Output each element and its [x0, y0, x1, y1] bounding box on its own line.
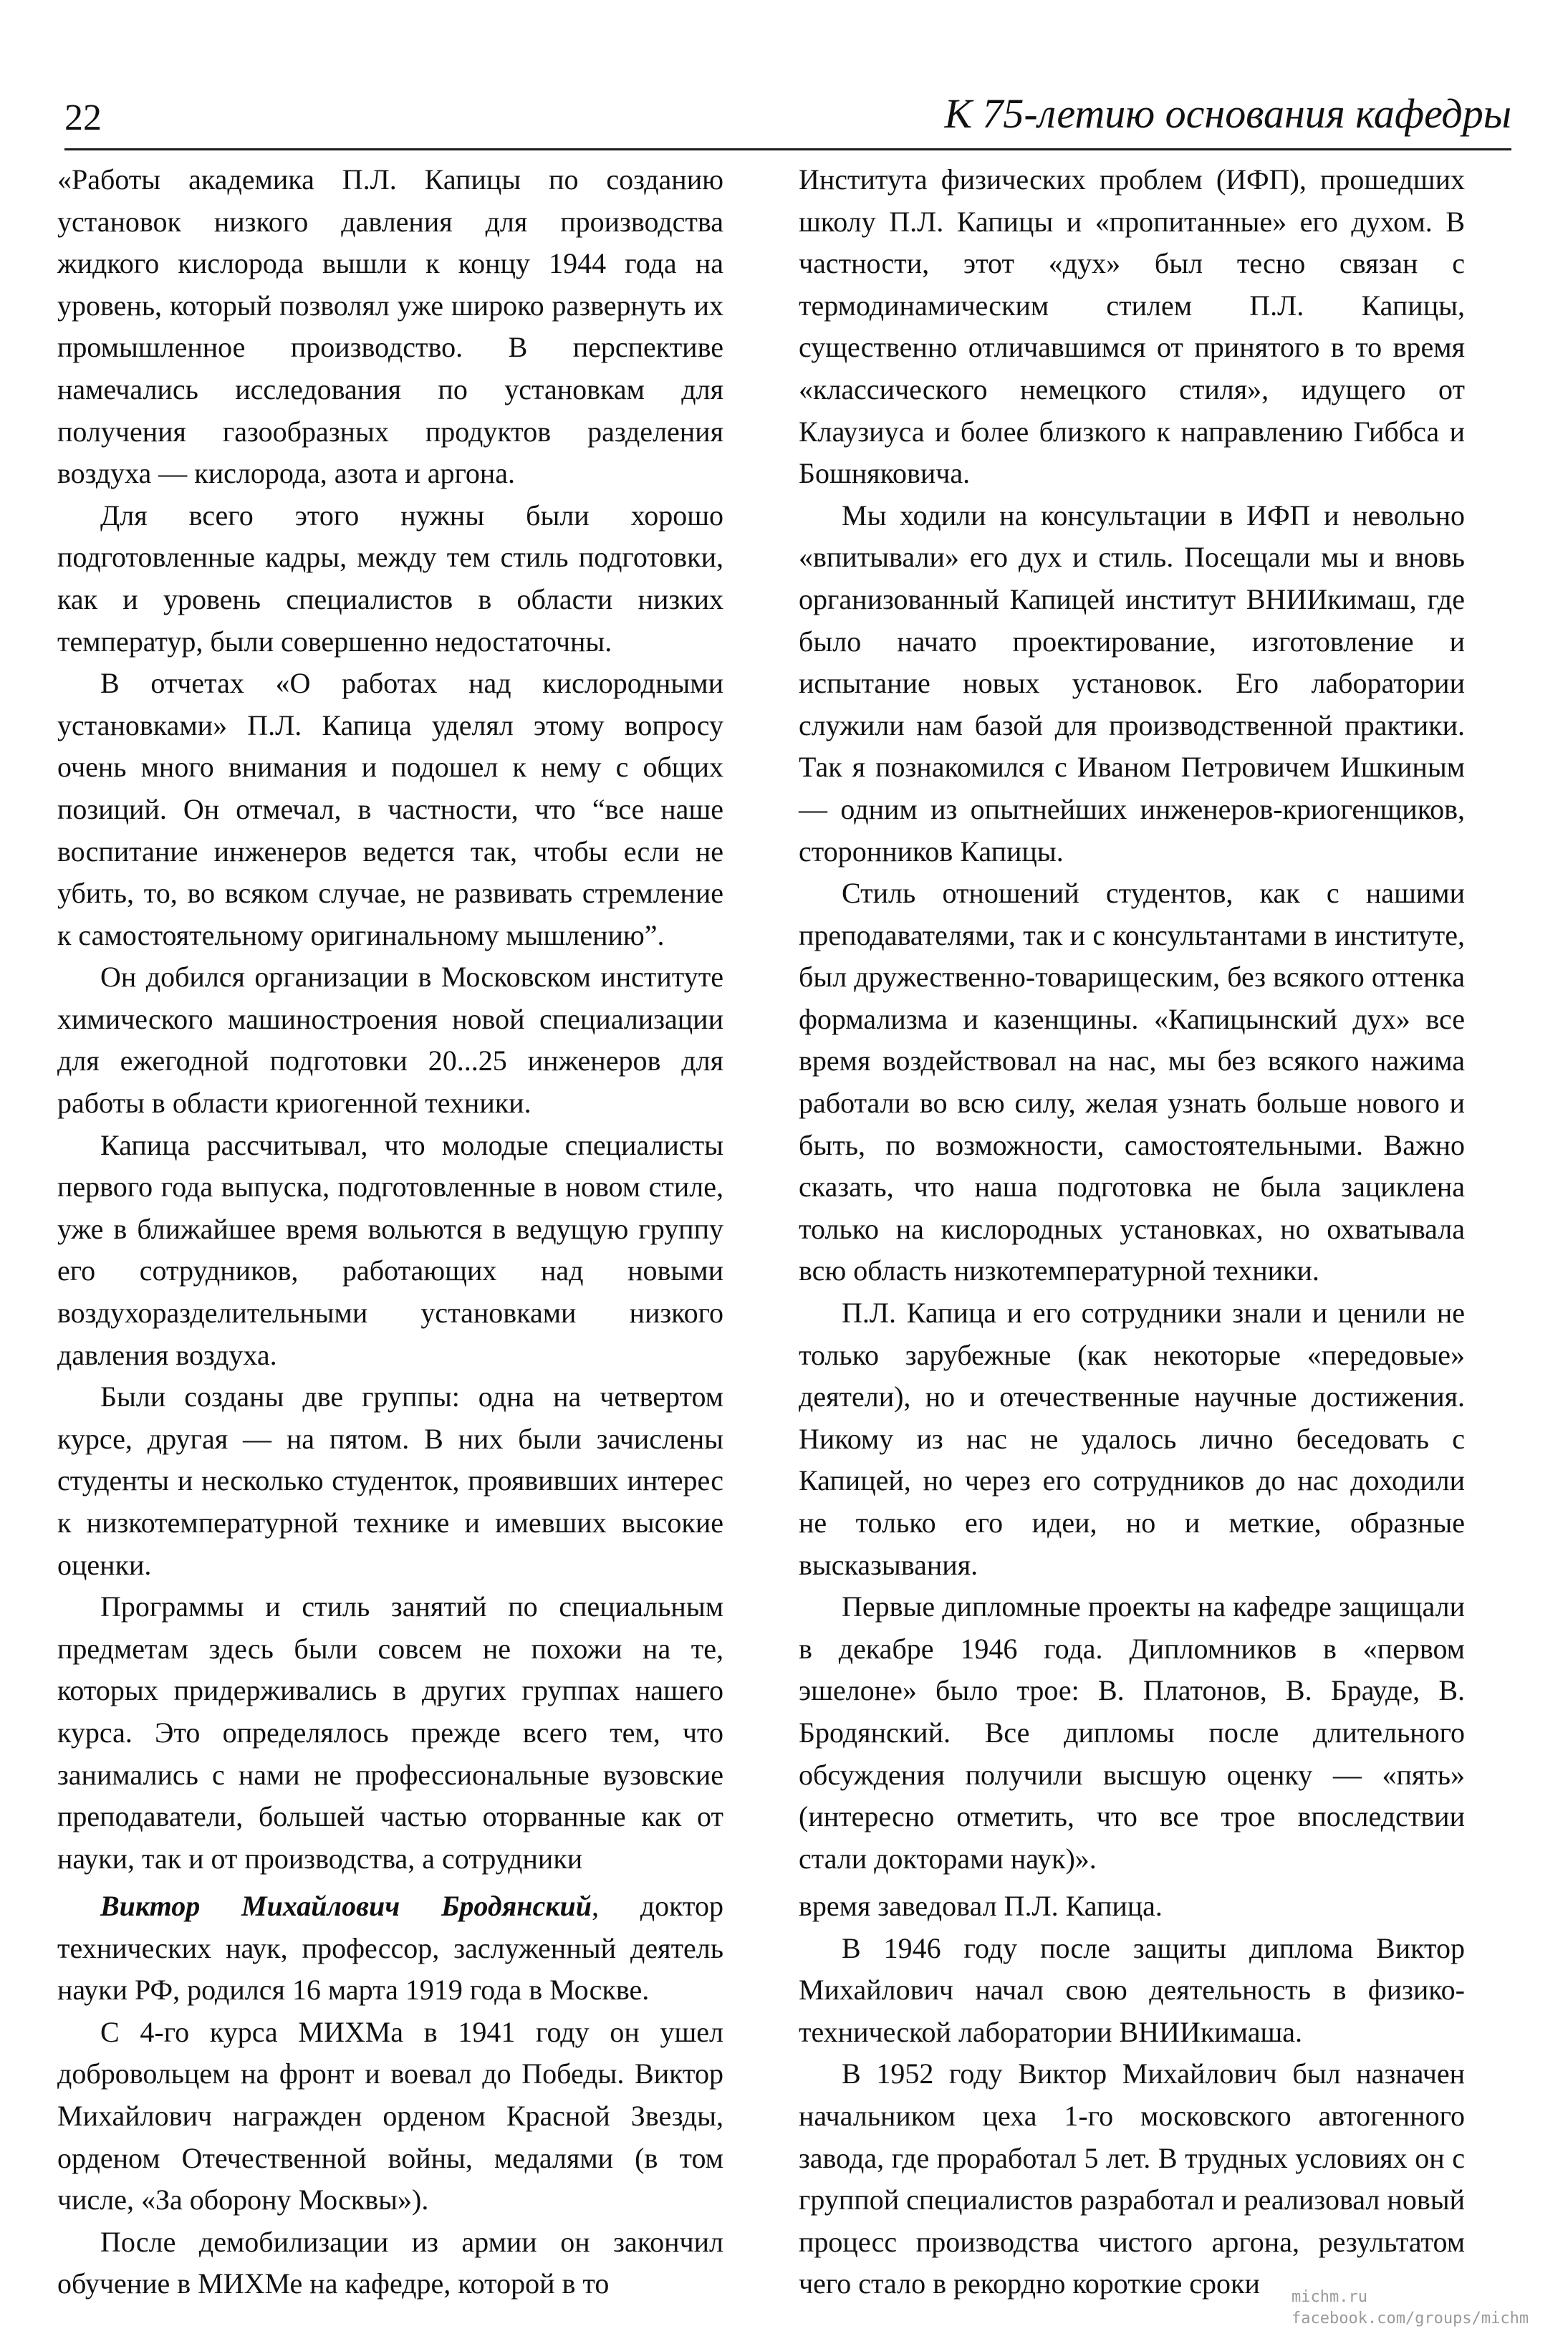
right-column-bio: [799, 1886, 1465, 2305]
site-watermark: [1292, 2287, 1529, 2330]
watermark-line: facebook.com/groups/michm: [1292, 2310, 1529, 2328]
paragraph: Программы и стиль занятий по специальным предметам здесь были совсем не похожи на те, которых придерживались в других группах нашего курса. Это определялось прежде всего тем, что занимались с нами не профессиональные вузовские преподаватели, большей частью оторванные как от науки, так и от производства, а сотрудники: [57, 1590, 723, 1875]
paragraph: Первые дипломные проекты на кафедре защищали в декабре 1946 года. Дипломников в «первом эшелоне» было трое: В. Платонов, В. Брауде, В. Бродянский. Все дипломы после длительного обсуждения получили высшую оценку — «пять» (интересно отметить, что все трое впоследствии стали докторами наук)».: [799, 1590, 1465, 1875]
paragraph: Мы ходили на консультации в ИФП и невольно «впитывали» его дух и стиль. Посещали мы и вновь организованный Капицей институт ВНИИкимаш, где было начато проектирование, изготовление и испытание новых установок. Его лаборатории служили нам базой для производственной практики. Так я познакомился с Иваном Петровичем Ишкиным — одним из опытнейших инженеров-криогенщиков, сторонников Капицы.: [799, 499, 1465, 868]
paragraph: «Работы академика П.Л. Капицы по созданию установок низкого давления для производства жидкого кислорода вышли к концу 1944 года на уровень, который позволял уже широко развернуть их промышленное производство. В перспективе намечались исследования по установкам для получения газообразных продуктов разделения воздуха — кислорода, азота и аргона.: [57, 163, 723, 490]
paragraph: Капица рассчитывал, что молодые специалисты первого года выпуска, подготовленные в новом стиле, уже в ближайшее время вольются в ведущую группу его сотрудников, работающих над новыми воздухоразделительными установками низкого давления воздуха.: [57, 1128, 723, 1371]
page-number: 22: [64, 97, 102, 138]
header-rule: [64, 148, 1511, 150]
paragraph: В 1952 году Виктор Михайлович был назначен начальником цеха 1-го московского автогенного завода, где проработал 5 лет. В трудных условиях он с группой специалистов разработал и реализовал новый процесс производства чистого аргона, результатом чего стало в рекордно короткие сроки: [799, 2057, 1465, 2300]
paragraph: В 1946 году после защиты диплома Виктор Михайлович начал свою деятельность в физико-технической лаборатории ВНИИкимаша.: [799, 1931, 1465, 2048]
paragraph: П.Л. Капица и его сотрудники знали и ценили не только зарубежные (как некоторые «передовые» деятели), но и отечественные научные достижения. Никому из нас не удалось лично беседовать с Капицей, но через его сотрудников до нас доходили не только его идеи, но и меткие, образные высказывания.: [799, 1297, 1465, 1581]
bio-person-name: Виктор Михайлович Бродянский: [100, 1890, 592, 1922]
paragraph: время заведовал П.Л. Капица.: [799, 1890, 1163, 1922]
paragraph: Стиль отношений студентов, как с нашими преподавателями, так и с консультантами в институте, был дружественно-товарищеским, без всякого оттенка формализма и казенщины. «Капицынский дух» все время воздействовал на нас, мы без всякого нажима работали во всю силу, желая узнать больше нового и быть, по возможности, самостоятельными. Важно сказать, что наша подготовка не была зациклена только на кислородных установках, но охватывала всю область низкотемпературной техники.: [799, 877, 1465, 1287]
watermark-line: michm.ru: [1292, 2288, 1367, 2306]
bio-intro-paragraph: [57, 1886, 723, 2012]
paragraph: После демобилизации из армии он закончил обучение в МИХМе на кафедре, которой в то: [57, 2225, 723, 2300]
left-column-bio: [57, 1886, 723, 2305]
bio-intro-text: , доктор технических наук, профессор, заслуженный деятель науки РФ, родился 16 марта 1919 года в Москве.: [57, 1890, 723, 2007]
left-column-top: [57, 159, 723, 1880]
paragraph: С 4-го курса МИХМа в 1941 году он ушел добровольцем на фронт и воевал до Победы. Виктор Михайлович награжден орденом Красной Звезды, орденом Отечественной войны, медалями (в том числе, «За оборону Москвы»).: [57, 2015, 723, 2216]
running-title: К 75-летию основания кафедры: [944, 90, 1511, 137]
paragraph: Для всего этого нужны были хорошо подготовленные кадры, между тем стиль подготовки, как и уровень специалистов в области низких температур, были совершенно недостаточны.: [57, 499, 723, 658]
paragraph: Он добился организации в Московском институте химического машиностроения новой специализации для ежегодной подготовки 20...25 инженеров для работы в области криогенной техники.: [57, 961, 723, 1120]
paragraph: Института физических проблем (ИФП), прошедших школу П.Л. Капицы и «пропитанные» его духом. В частности, этот «дух» был тесно связан с термодинамическим стилем П.Л. Капицы, существенно отличавшимся от принятого в то время «классического немецкого стиля», идущего от Клаузиуса и более близкого к направлению Гиббса и Бошняковича.: [799, 163, 1465, 490]
paragraph: Были созданы две группы: одна на четвертом курсе, другая — на пятом. В них были зачислены студенты и несколько студенток, проявивших интерес к низкотемпературной технике и имевших высокие оценки.: [57, 1380, 723, 1581]
running-header: [64, 90, 1511, 147]
right-column-top: [799, 159, 1465, 1880]
paragraph: В отчетах «О работах над кислородными установками» П.Л. Капица уделял этому вопросу очень много внимания и подошел к нему с общих позиций. Он отмечал, в частности, что “все наше воспитание инженеров ведется так, чтобы если не убить, то, во всяком случае, не развивать стремление к самостоятельному оригинальному мышлению”.: [57, 667, 723, 951]
